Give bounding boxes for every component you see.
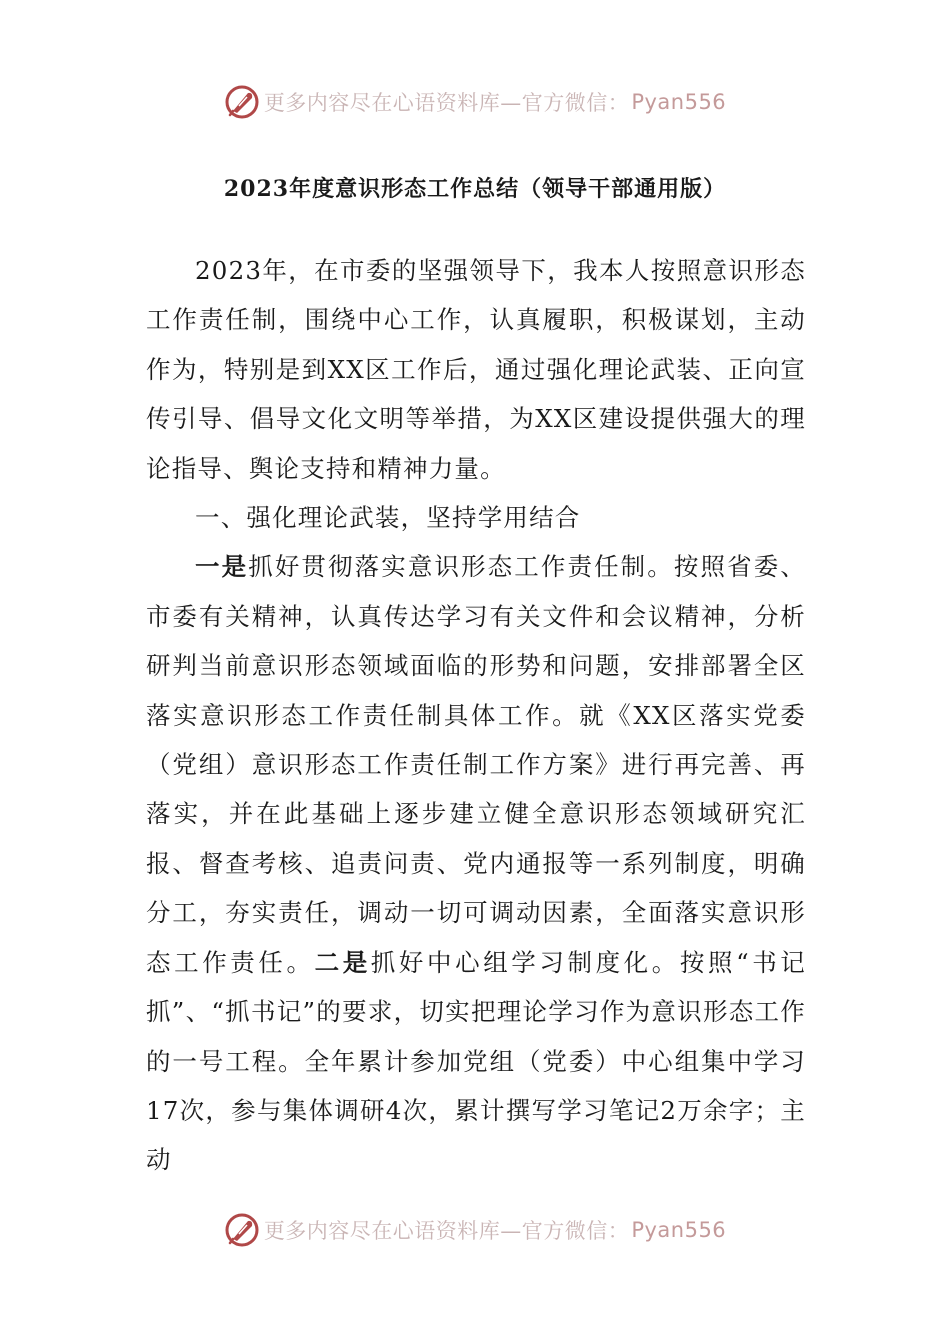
- item-text-2: 抓好中心组学习制度化。按照“书记抓”、“抓书记”的要求，切实把理论学习作为意识形态工作的一号工程。全年累计参加党组（党委）中心组集中学习17次，参与集体调研4次，累计撰写学习笔记2万余字；主动: [146, 947, 806, 1175]
- watermark-text: 更多内容尽在心语资料库—官方微信：: [263, 91, 630, 115]
- item-label-1: 一是: [195, 552, 249, 582]
- quill-logo-icon: [224, 1212, 260, 1248]
- intro-paragraph: 2023年，在市委的坚强领导下，我本人按照意识形态工作责任制，围绕中心工作，认真履职，积极谋划，主动作为，特别是到XX区工作后，通过强化理论武装、正向宣传引导、倡导文化文明等举措，为XX区建设提供强大的理论指导、舆论支持和精神力量。: [146, 256, 806, 483]
- document-title: 2023年度意识形态工作总结（领导干部通用版）: [223, 176, 727, 202]
- watermark-text: 更多内容尽在心语资料库—官方微信：: [263, 1219, 630, 1243]
- watermark-handle: Pyan556: [631, 1218, 727, 1242]
- body-paragraph: [146, 542, 806, 1184]
- watermark-banner-bottom: [0, 1208, 950, 1252]
- section-heading: 一、强化理论武装，坚持学用结合: [195, 503, 581, 533]
- item-label-2: 二是: [314, 947, 371, 977]
- item-text-1: 抓好贯彻落实意识形态工作责任制。按照省委、市委有关精神，认真传达学习有关文件和会议精神，分析研判当前意识形态领域面临的形势和问题，安排部署全区落实意识形态工作责任制具体工作。就《XX区落实党委（党组）意识形态工作责任制工作方案》进行再完善、再落实，并在此基础上逐步建立健全意识形态领域研究汇报、督查考核、追责问责、党内通报等一系列制度，明确分工，夯实责任，调动一切可调动因素，全面落实意识形态工作责任。: [146, 552, 806, 977]
- quill-logo-icon: [224, 84, 260, 120]
- watermark-handle: Pyan556: [631, 90, 727, 114]
- document-body: [146, 246, 806, 1185]
- watermark-banner-top: [0, 80, 950, 124]
